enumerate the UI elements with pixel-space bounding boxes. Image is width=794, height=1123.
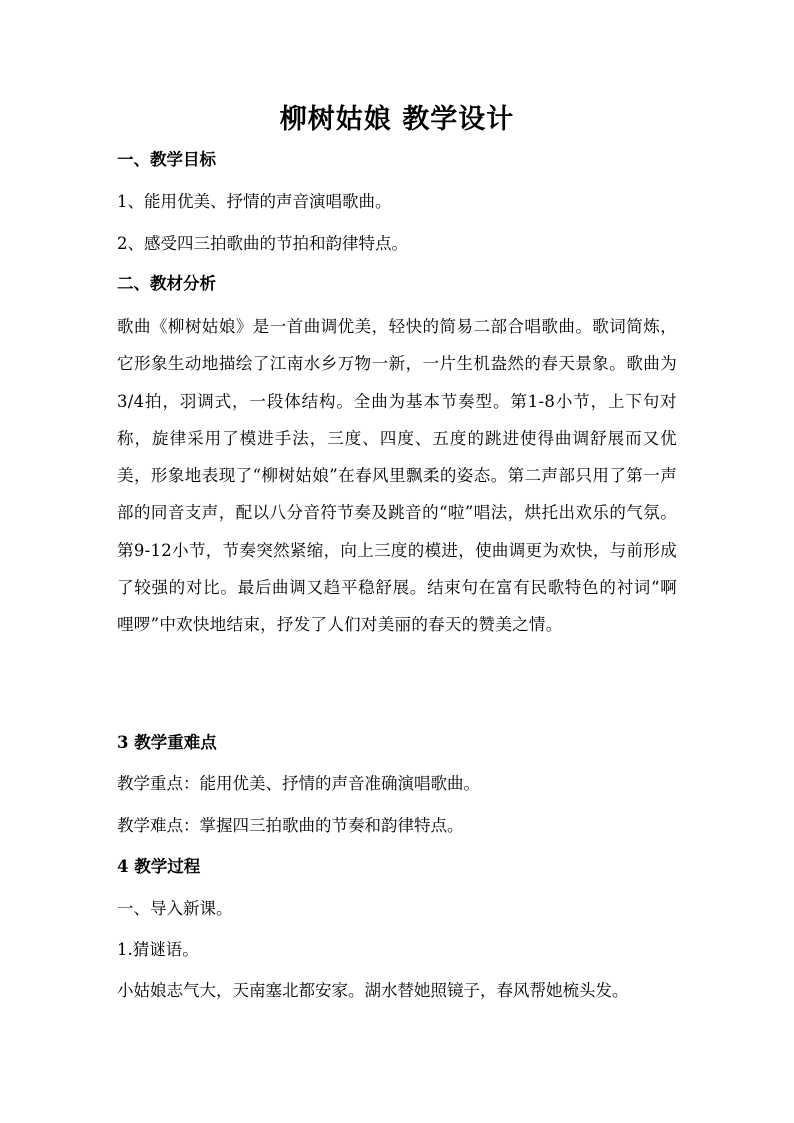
goal-item-1: 1、能用优美、抒情的声音演唱歌曲。 — [117, 192, 392, 211]
analysis-paragraph: 歌曲《柳树姑娘》是一首曲调优美，轻快的简易二部合唱歌曲。歌词简炼，它形象生动地描绘了江南水乡万物一新，一片生机盎然的春天景象。歌曲为3/4拍，羽调式，一段体结构。全曲为基本节奏型。第1-8小节，上下句对称，旋律采用了模进手法，三度、四度、五度的跳进使得曲调舒展而又优美，形象地表现了“柳树姑娘”在春风里飘柔的姿态。第二声部只用了第一声部的同音支声，配以八分音符节奏及跳音的“啦”唱法，烘托出欢乐的气氛。第9-12小节，节奏突然紧缩，向上三度的模进，使曲调更为欢快，与前形成了较强的对比。最后曲调又趋平稳舒展。结束句在富有民歌特色的衬词“啊哩啰”中欢快地结束，抒发了人们对美丽的春天的赞美之情。 — [117, 317, 677, 635]
difficult-point-text: 教学难点：掌握四三拍歌曲的节奏和韵律特点。 — [117, 816, 464, 835]
section-heading-teaching-process: 4 教学过程 — [117, 857, 201, 876]
section-heading-key-difficult-points: 3 教学重难点 — [117, 733, 217, 752]
document-title: 柳树姑娘 教学设计 — [279, 104, 515, 135]
key-point-text: 教学重点：能用优美、抒情的声音准确演唱歌曲。 — [117, 774, 480, 793]
process-step-introduction: 一、导入新课。 — [117, 899, 233, 918]
riddle-text: 小姑娘志气大，天南塞北都安家。湖水替她照镜子，春风帮她梳头发。 — [117, 981, 629, 1000]
goal-item-2: 2、感受四三拍歌曲的节拍和韵律特点。 — [117, 234, 408, 253]
section-heading-teaching-goals: 一、教学目标 — [117, 150, 216, 169]
section-heading-material-analysis: 二、教材分析 — [117, 274, 216, 293]
riddle-heading: 1.猜谜语。 — [117, 940, 199, 959]
